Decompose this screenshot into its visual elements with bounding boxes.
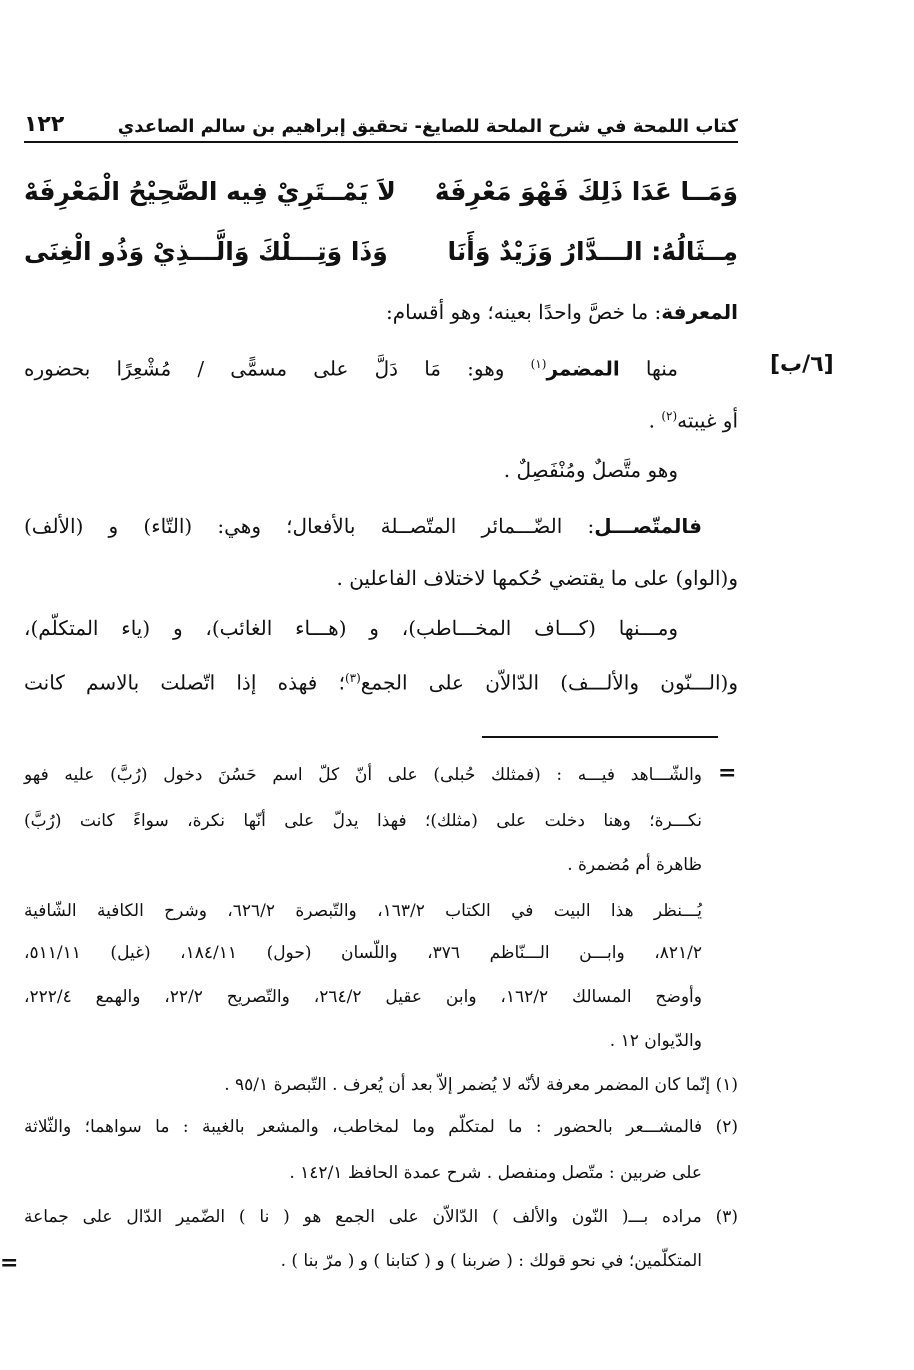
- running-header: [24, 112, 738, 143]
- footnote-2-line-2: على ضربين : متّصل ومنفصل . شرح عمدة الحافظ ١٤٢/١ .: [289, 1163, 702, 1183]
- footnote-separator: [482, 736, 718, 738]
- body-line-2: [24, 350, 678, 383]
- footnote-cont-line-3: ظاهرة أم مُضمرة .: [567, 855, 702, 875]
- body-text: أو غيبته: [677, 408, 738, 433]
- term-marifa: المعرفة: [661, 300, 738, 324]
- body-line-4: وهو متَّصلٌ ومُنْفَصِلٌ .: [503, 458, 678, 482]
- footnote-3-line-2: المتكلّمين؛ في نحو قولك : ( ضربنا ) و ( كتابنا ) و ( مرّ بنا ) .: [280, 1251, 702, 1271]
- verse-line-2: [24, 228, 738, 274]
- body-text: .: [648, 408, 662, 433]
- body-text: منها: [619, 356, 678, 381]
- body-line-8: [24, 664, 738, 697]
- footnote-cont-line-7: والدّيوان ١٢ .: [609, 1031, 702, 1051]
- body-line-6: و(الواو) على ما يقتضي حُكمها لاختلاف الفاعلين .: [336, 566, 738, 590]
- footnote-cont-line-6: وأوضح المسالك ١٦٢/٢، وابن عقيل ٢٦٤/٢، والتّصريح ٢٢/٢، والهمع ٢٢٢/٤،: [24, 987, 702, 1007]
- term-mudmar: المضمر: [546, 356, 620, 381]
- body-line-7: ومـــنها (كـــاف المخـــاطب)، و (هـــاء الغائب)، و (ياء المتكلّم)،: [24, 616, 678, 640]
- verse-line-1: [24, 168, 738, 214]
- page-number: ١٢٢: [24, 112, 65, 137]
- body-line-1: [24, 298, 738, 326]
- verse-hemistich-1: وَمَــا عَدَا ذَلِكَ فَهْوَ مَعْرِفَهْ: [434, 176, 738, 206]
- footnote-ref-2[interactable]: (٢): [661, 409, 678, 423]
- verse-hemistich-1: مِــثَالُهُ: الـــدَّارُ وَزَيْدٌ وَأَنَا: [447, 236, 738, 266]
- body-text: وهو: مَا دَلَّ على مسمًّى / مُشْعِرًا بحضوره: [24, 356, 531, 381]
- continuation-mark-end: =: [0, 1250, 19, 1276]
- body-text: و(الـــنّون والألـــف) الدّالاّن على الجمع: [360, 670, 738, 695]
- footnote-3-line-1: (٣) مراده بـــ( النّون والألف ) الدّالاّن على الجمع هو ( نا ) الضّمير الدّال على جماعة: [24, 1207, 738, 1227]
- footnote-2-line-1: (٢) فالمشـــعر بالحضور : ما لمتكلّم وما لمخاطب، والمشعر بالغيبة : ما سواهما؛ والثّلاثة: [24, 1117, 738, 1137]
- footnote-1: (١) إنّما كان المضمر معرفة لأنّه لا يُضمر إلاّ بعد أن يُعرف . التّبصرة ٩٥/١ .: [224, 1075, 738, 1095]
- body-text: : الضّـــمائر المتّصــلة بالأفعال؛ وهي: (التّاء) و (الألف): [24, 514, 595, 538]
- verse-hemistich-2: وَذَا وَتِـــلْكَ وَالَّـــذِيْ وَذُو الْغِنَى: [24, 236, 388, 266]
- footnote-cont-line-4: يُـــنظر هذا البيت في الكتاب ١٦٣/٢، والتّبصرة ٦٢٦/٢، وشرح الكافية الشّافية: [24, 901, 702, 921]
- book-title: كتاب اللمحة في شرح الملحة للصايغ- تحقيق إبراهيم بن سالم الصاعدي: [117, 116, 738, 137]
- body-text: ؛ فهذه إذا اتّصلت بالاسم كانت: [24, 670, 345, 695]
- term-muttasil: فالمتّصـــل: [594, 514, 702, 538]
- footnote-cont-line-2: نكـــرة؛ وهنا دخلت على (مثلك)؛ فهذا يدلّ على أنّها نكرة، سواءً كانت (رُبَّ): [24, 811, 702, 831]
- body-line-3: [24, 402, 738, 435]
- footnote-ref-1[interactable]: (١): [530, 357, 547, 371]
- continuation-mark: =: [718, 760, 737, 786]
- footnote-ref-3[interactable]: (٣): [344, 671, 361, 685]
- manuscript-folio-ref: [٦/ب]: [770, 352, 834, 377]
- footnote-cont-line-5: ٨٢١/٢، وابـــن الـــنّاظم ٣٧٦، واللّسان (حول) ١٨٤/١١، (غيل) ٥١١/١١،: [24, 943, 702, 963]
- body-text: : ما خصَّ واحدًا بعينه؛ وهو أقسام:: [386, 300, 662, 324]
- verse-hemistich-2: لاَ يَمْــتَرِيْ فِيه الصَّحِيْحُ الْمَعْرِفَهْ: [24, 176, 396, 206]
- footnote-cont-line-1: والشّـــاهد فيـــه : (فمثلك حُبلى) على أنّ كلّ اسم حَسُنَ دخول (رُبَّ) عليه فهو: [24, 765, 702, 785]
- body-line-5: [24, 512, 702, 540]
